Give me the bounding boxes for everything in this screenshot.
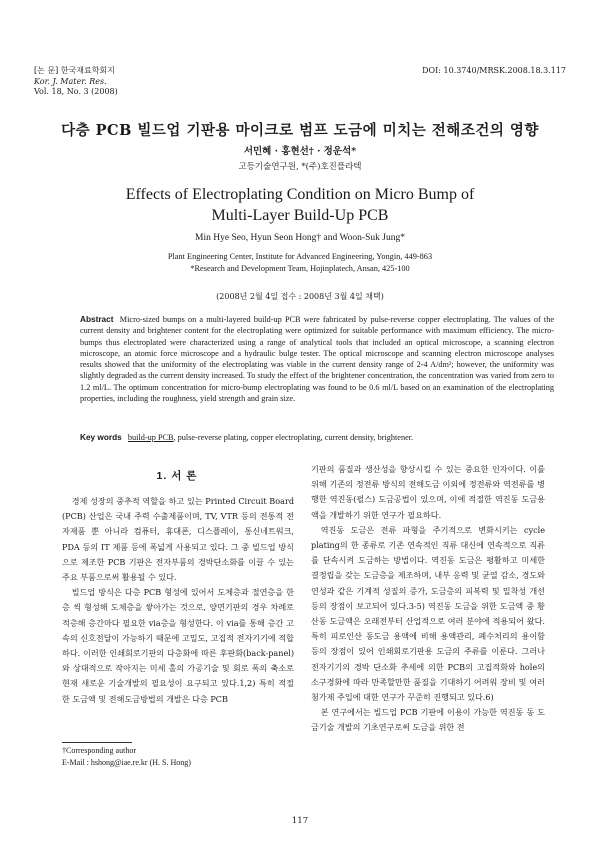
right-column [311,462,545,736]
volume-issue: Vol. 18, No. 3 (2008) [34,87,118,96]
footnote [62,745,191,769]
keywords-rest: , pulse-reverse plating, copper electroplating, current density, brightener. [173,433,414,442]
affiliation-english-line2: *Research and Development Team, Hojinplatech, Ansan, 425-100 [190,263,410,273]
paragraph: 역진동 도금은 전류 파형을 주기적으로 변화시키는 cycle plating의 한 종류로 기존 연속적인 직류 대신에 연속적으로 직류를 단속시켜 도금하는 방법이다. 역진동 도금은 평활하고 미세한 결정립을 갖는 도금층을 제조하며, 내부 응력 및 균열 감소, 경도와 연성과 같은 기계적 성질의 증가, 도금층의 피복력 및 밀착성 개선 등의 장점이 보고되어 있다.3-5) 역진동 도금을 위한 도금액 중 황산동 도금액은 오래전부터 산업적으로 여러 분야에 적용되어 왔다. 특히 피로인산 동도금 용액에 비해 용액관리, 폐수처리의 용이함 등의 장점이 있어 인쇄회로기판용 도금의 주류를 이룬다. 그러나 전자기기의 경박 단소화 추세에 의한 PCB의 고집적화와 hole의 소구경화에 따라 만족할만한 품질을 기대하기 어려워 장비 및 여러 첨가제 주입에 대한 연구가 꾸준히 진행되고 있다.6) [311,524,545,703]
section-title: 1. 서 론 [156,470,198,482]
keywords [80,433,554,442]
doi[interactable]: DOI: 10.3740/MRSK.2008.18.3.117 [422,66,566,75]
received-accepted-dates: (2008년 2월 4일 접수 : 2008년 3월 4일 채택) [216,292,384,301]
footnote-divider [62,742,132,743]
abstract-text: Micro-sized bumps on a multi-layered build-up PCB were fabricated by pulse-reverse copper electroplating. The values of the current density and brightener content for the electroplating were optimized for suitable performance with maximum efficiency. The micro-bumps thus electroplated were characterized using a range of analytical tools that included an optical microscope, a scanning electron microscope, an atomic force microscope and a hydraulic bulge tester. The optical microscope and scanning electron microscope analyses results showed that the uniformity of the electroplating was viable in the current density range of 2-4 A/dm²; however, the uniformity was slightly degraded as the current density increased. To study the effect of the brightener concentration, the concentration was varied from zero to 1.2 ml/L. The optimum concentration for micro-bump electroplating was found to be 0.6 ml/L based on an examination of the electroplating properties, including the roughness, yield strength and grain size. [80,315,554,404]
abstract [80,314,554,404]
affiliation-english-line1: Plant Engineering Center, Institute for Advanced Engineering, Yongin, 449-863 [167,252,433,261]
keyword-link[interactable]: build-up PCB [127,433,174,442]
affiliation-english [20,251,580,274]
title-english-line2: Multi-Layer Build-Up PCB [211,207,389,224]
paragraph: 본 연구에서는 빌드업 PCB 기판에 이용이 가능한 역진동 동 도금기술 개발의 기초연구로써 도금을 위한 전 [311,707,545,733]
title-english [60,184,540,226]
paragraph: 경제 성장의 중추적 역할을 하고 있는 Printed Circuit Board (PCB) 산업은 국내 주력 수출제품이며, TV, VTR 등의 전통적 전자제품 뿐 아니라 컴퓨터, 휴대폰, 디스플레이, 통신네트워크, PDA 등의 IT 제품 등에 폭넓게 사용되고 있다. 그 중 빌드업 방식으로 제조한 PCB 기판은 전자부품의 경박단소화를 이끌 수 있는 주요 부품으로써 활용될 수 있다. [62,496,294,583]
abstract-label: Abstract [80,315,114,324]
affiliation-korean: 고등기술연구원, *(주)호진플라텍 [238,162,362,172]
authors-korean: 서민혜 · 홍현선† · 정운석* [243,146,357,157]
journal-abbreviation: Kor. J. Mater. Res. [34,76,107,86]
footnote-corresponding: †Corresponding author [62,746,136,755]
title-korean: 다층 PCB 빌드업 기판용 마이크로 범프 도금에 미치는 전해조건의 영향 [61,122,539,139]
page-number: 117 [291,816,309,826]
journal-header [34,66,118,98]
left-column [62,494,294,707]
title-english-line1: Effects of Electroplating Condition on Micro Bump of [125,186,475,203]
journal-name: [논 문] 한국재료학회지 [34,66,115,75]
authors-english: Min Hye Seo, Hyun Seon Hong† and Woon-Suk Jung* [195,233,405,243]
paragraph: 기판의 품질과 생산성을 향상시킬 수 있는 중요한 인자이다. 이를 위해 기존의 정전류 방식의 전해도금 이외에 정전류와 역전류를 병행한 역진동(펄스) 도금공법이 있으며, 이에 적절한 역진동 도금용액을 개발하기 위한 연구가 필요하다. [311,464,545,520]
keywords-label: Key words [80,433,122,442]
footnote-email[interactable]: E-Mail : hshong@iae.re.kr (H. S. Hong) [62,758,191,767]
paragraph: 빌드업 방식은 다층 PCB 형성에 있어서 도체층과 절연층을 한층 씩 형성해 도체층을 쌓아가는 것으로, 양면기판의 경우 차례로 적층해 층간마다 필요한 via층을 형성한다. 이 via를 통해 층간 고속의 신호전달이 가능하기 때문에 고밀도, 고집적 전자기기에 적합하다. 이러한 인쇄회로기판의 다층화에 따른 후판화(back-panel)와 상대적으로 작아지는 미세 홀의 가공기술 및 회로 폭의 축소로 현재 새로운 기술개발의 필요성이 요구되고 있다.1,2) 특히 적절한 도금액 및 전해도금방법의 개발은 다층 PCB [62,587,294,704]
